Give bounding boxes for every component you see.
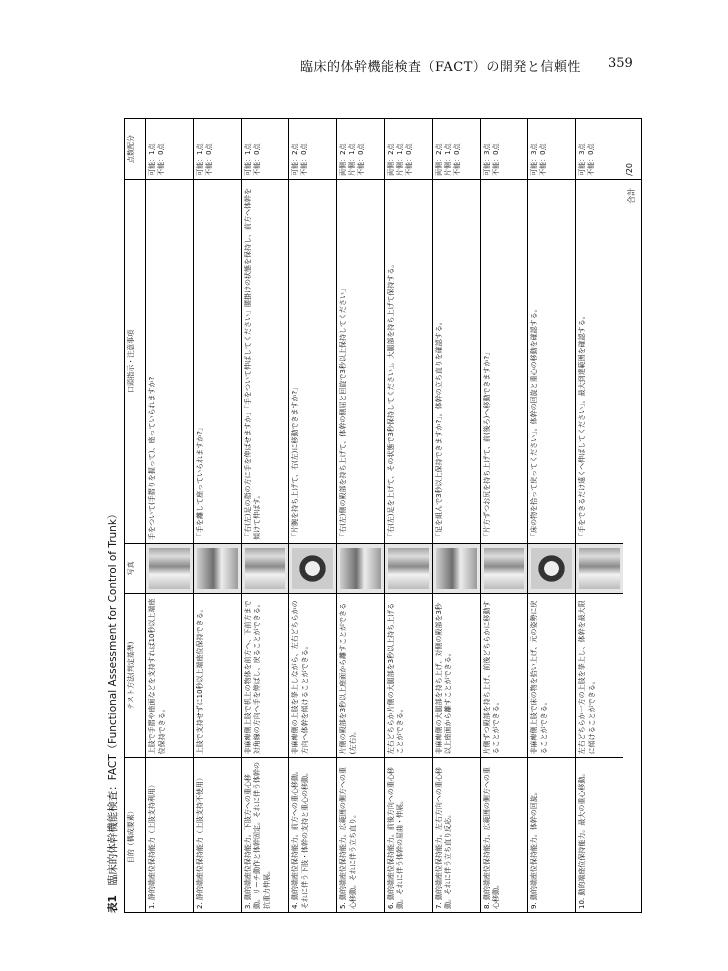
header-purpose: 目的（構成要素） — [125, 757, 145, 912]
score-cell: 両側：2点 片側：1点 不能：0点 — [434, 143, 461, 176]
photo-cell — [528, 543, 575, 593]
score-cell: 可能：3点 不能：0点 — [578, 143, 596, 176]
test-photo-image — [245, 548, 286, 589]
test-photo-image — [197, 548, 238, 589]
score-cell: 両側：2点 片側：1点 不能：0点 — [339, 143, 366, 176]
notes-cell: 「右(左)足を上げて、その状態で3秒保持してください」。大腿部を持ち上げて保持する。 — [385, 179, 432, 543]
notes-cell: 「片方ずつお尻を持ち上げて、前(後ろ)へ移動できますか?」 — [481, 179, 528, 543]
purpose-cell: 7. 動的端座位保持能力。左右方向への重心移動。それに伴う立ち直り反応。 — [433, 757, 480, 912]
test-photo-image — [388, 548, 429, 589]
method-cell: 片側の殿部を3秒以上座面から離すことができる(左右)。 — [337, 593, 384, 758]
test-photo-image — [436, 548, 477, 589]
test-photo-image — [149, 548, 190, 589]
photo-cell — [337, 543, 384, 593]
notes-cell: 「手をできるだけ遠くへ伸ばしてください」。最大到達範囲を確認する。 — [576, 179, 623, 543]
rotated-table-region — [102, 118, 642, 913]
fact-table — [102, 118, 642, 913]
score-cell: 可能：1点 不能：0点 — [243, 143, 261, 176]
page-number: 359 — [608, 56, 633, 71]
table-row — [194, 119, 242, 912]
table-caption: 臨床的体幹機能検査：FACT（Functional Assessment for Control of Trunk） — [107, 508, 119, 886]
photo-cell — [242, 543, 289, 593]
notes-cell: 「右(左)側の殿部を持ち上げて、体幹の側屈と回旋で3秒以上保持してください」 — [337, 179, 384, 543]
method-cell: 片側ずつ殿部を持ち上げ、前後どちらかに移動することができる。 — [481, 593, 528, 758]
table-body — [146, 119, 623, 912]
method-cell: 上肢で支持せずに10秒以上端座位保持できる。 — [194, 593, 241, 758]
table-header-row — [125, 119, 146, 912]
test-photo-image — [340, 548, 381, 589]
notes-cell: 「足を組んで3秒以上保持できますか?」。体幹の立ち直りを確認する。 — [433, 179, 480, 543]
purpose-cell: 8. 動的端座位保持能力。広範囲の側方への重心移動。 — [481, 757, 528, 912]
test-photo-image — [579, 548, 620, 589]
purpose-cell: 10. 動的端座位保持能力。最大の重心移動。 — [576, 757, 623, 912]
total-value: /20 — [625, 162, 634, 176]
purpose-cell: 4. 動的端座位保持能力。前方への重心移動。それに伴う下肢・体幹の支持と重心の移動。 — [289, 757, 336, 912]
purpose-cell: 9. 動的端座位保持能力。体幹の回旋。 — [528, 757, 575, 912]
header-photo: 写真 — [125, 543, 145, 593]
table-title — [102, 118, 124, 913]
running-head — [0, 56, 728, 76]
notes-cell: 「片腕を持ち上げて、右(左)に移動できますか?」 — [289, 179, 336, 543]
method-cell: 非麻痺側の上肢を挙上しながら、左右どちらかの方向へ体幹を傾けることができる。 — [289, 593, 336, 758]
header-notes: 口頭指示・注意事項 — [125, 179, 145, 543]
score-cell: 可能：2点 不能：0点 — [291, 143, 309, 176]
method-cell: 上肢で手摺や座面などを支持すれば10秒以上端座位保持できる。 — [146, 593, 193, 758]
purpose-cell: 3. 動的端座位保持能力。下肢方への重心移動。リーチ動作と体幹固定。それに伴う体幹の抗重力伸展。 — [242, 757, 289, 912]
total-row — [623, 119, 641, 912]
table-row — [337, 119, 385, 912]
score-cell: 可能：1点 不能：0点 — [195, 143, 213, 176]
table-row — [481, 119, 529, 912]
score-cell: 可能：3点 不能：0点 — [530, 143, 548, 176]
photo-cell — [576, 543, 623, 593]
header-score: 点数配分 — [127, 134, 135, 163]
table-grid — [124, 118, 642, 913]
test-photo-image — [531, 548, 572, 589]
table-row — [289, 119, 337, 912]
notes-cell: 「右(左)足の指の方に手を伸ばせますか」「手をついて伸ばしてください」腰掛けの状態を保持し、前方へ体幹を傾けて伸ばす。 — [242, 179, 289, 543]
notes-cell: 手をついて(手摺りを握って)、座っていられますか? — [146, 179, 193, 543]
purpose-cell: 1. 静的端座位保持能力（上肢支持利用） — [146, 757, 193, 912]
purpose-cell: 6. 動的端座位保持能力。前後方向への重心移動。それに伴う体幹の屈曲・伸展。 — [385, 757, 432, 912]
table-row — [385, 119, 433, 912]
table-row — [146, 119, 194, 912]
purpose-cell: 2. 静的端座位保持能力（上肢支持不使用） — [194, 757, 241, 912]
table-label: 表1 — [107, 895, 119, 913]
photo-cell — [194, 543, 241, 593]
test-photo-image — [292, 548, 333, 589]
running-title: 臨床的体幹機能検査（FACT）の開発と信頼性 — [300, 60, 581, 75]
table-row — [433, 119, 481, 912]
table-row — [576, 119, 623, 912]
method-cell: 非麻痺側上肢で机上の物体を前方へ、下前方まで対角線の方向へ手を伸ばし、戻ることができる。 — [242, 593, 289, 758]
photo-cell — [481, 543, 528, 593]
method-cell: 非麻痺側の大腿部を持ち上げ、対側の殿部を3秒以上座面から離すことができる。 — [433, 593, 480, 758]
method-cell: 非麻痺側上肢で床の物を拾い上げ、元の姿勢に戻ることができる。 — [528, 593, 575, 758]
score-cell: 両側：2点 片側：1点 不能：0点 — [386, 143, 413, 176]
photo-cell — [289, 543, 336, 593]
table-row — [242, 119, 290, 912]
test-photo-image — [484, 548, 525, 589]
method-cell: 左右どちらか一方の上肢を挙上し、体幹を最大限に傾けることができる。 — [576, 593, 623, 758]
photo-cell — [433, 543, 480, 593]
score-cell: 可能：1点 不能：0点 — [148, 143, 165, 176]
method-cell: 左右どちらか片側の大腿部を3秒以上持ち上げることができる。 — [385, 593, 432, 758]
score-cell: 可能：3点 不能：0点 — [482, 143, 500, 176]
photo-cell — [385, 543, 432, 593]
table-row — [528, 119, 576, 912]
notes-cell: 「手を離して座っていられますか?」 — [194, 179, 241, 543]
total-label: 合計 — [623, 179, 641, 912]
purpose-cell: 5. 動的端座位保持能力。広範囲の側方への重心移動。それに伴う立ち直り。 — [337, 757, 384, 912]
header-method: テスト方法(判定基準) — [125, 593, 145, 758]
notes-cell: 「床の物を拾って戻ってください」。体幹の回旋と重心の移動を確認する。 — [528, 179, 575, 543]
photo-cell — [146, 543, 193, 593]
